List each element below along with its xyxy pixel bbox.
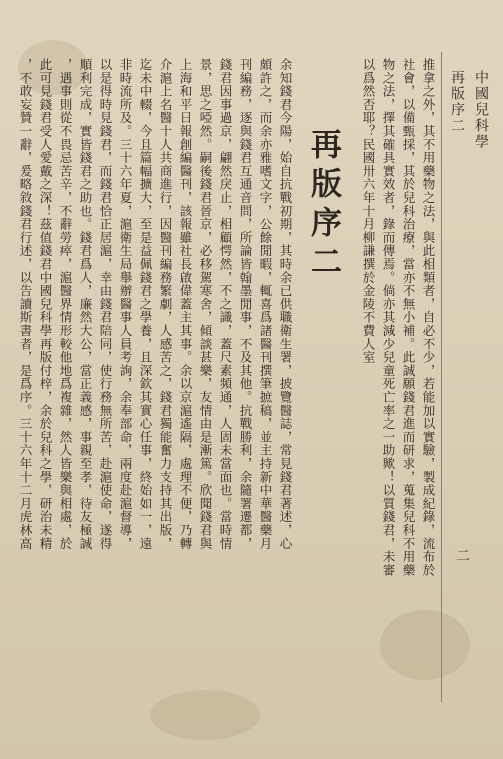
text-column: 推拿之外，其不用藥物之法，與此相類者，自必不少，若能加以實驗，製成紀錄，流布於 bbox=[421, 58, 436, 577]
page-number: 二 bbox=[454, 548, 470, 562]
running-header-title: 中國兒科學 bbox=[473, 70, 489, 150]
text-column: 景，思之啞然。嗣後錢君晉京，必移駕寒舍，傾談甚樂，友情由是漸篤。欣聞錢君與 bbox=[198, 58, 213, 551]
paper-stain bbox=[150, 690, 260, 740]
text-column: 物之法，擇其確具實效者，錄而傳焉。倘亦其減少兒童死亡率之一助歟！以質錢君，未審 bbox=[381, 58, 396, 577]
text-column: 余知錢君今陽，始自抗戰初期，其時余已供職衛生署，披覽醫誌，常見錢君著述，心 bbox=[278, 58, 293, 551]
paper-stain bbox=[380, 610, 470, 680]
text-column: 以是得時見錢君，而錢君恰正居滬，幸由錢君陪同，使行務無所苦，赴滬使命，遂得 bbox=[98, 58, 113, 551]
text-column: 以爲然否耶？民國卅六年十月柳謙撰於金陵不費人室 bbox=[361, 58, 376, 364]
text-column: 社會，以備甄採，其於兒科治療，當亦不無小補。此誠願錢君進而研求，蒐集兒科不用藥 bbox=[401, 58, 416, 577]
text-column: 此可見錢君受人愛戴之深！茲值錢君中國兒科學再版付梓，余於兒科之學，研治未精 bbox=[38, 58, 53, 551]
text-column: 刊編務，逐與錢君互通音問，所論皆翰墨閒事，不及其他。抗戰勝利，余隨署遷都， bbox=[238, 58, 253, 551]
text-column: ，不敢妄贊一辭，爰略敘錢君行述，以告讀斯書者，是爲序。三十六年十二月虎林高 bbox=[18, 58, 33, 551]
header-rule bbox=[441, 52, 442, 702]
text-column: 介滬上名醫十人共商進行，因醫刊編務繁劇，人感苦之，錢君獨能奮力支持其出版， bbox=[158, 58, 173, 551]
text-column: 非時流所及。三十六年夏，滬衛生局舉辦醫事人員考詢，余奉部命，兩度赴滬督導， bbox=[118, 58, 133, 551]
text-column: ，遇事則從不畏忌苦辛，不辭勞瘁，滬醫界情形較他地爲複雜，然人皆樂與相處，於 bbox=[58, 58, 73, 551]
running-header-section: 再版序二 bbox=[449, 70, 465, 134]
text-column: 上海和平日報創編醫刊，該報雖社長啟偉蓋主其事。余以京滬遙隔，處理不便，乃轉 bbox=[178, 58, 193, 551]
text-column: 錢君因事過京，翩然戾止，相顧愕然，不之識，蓋尺素頻通，人固未當面也。當時情 bbox=[218, 58, 233, 551]
text-column: 頗許之，而余亦雅嗜文字，公餘閒暇，輒喜爲諸醫刊撰筆摭稿，並主持新中華醫藥月 bbox=[258, 58, 273, 551]
text-column: 順利完成，實皆錢君之助也。錢君爲人，廉然大公，當正義感，事親至孝，待友極誠 bbox=[78, 58, 93, 551]
section-heading: 再版序二 bbox=[305, 128, 341, 284]
text-column: 迄未中輟，今且篇幅擴大，至是益佩錢君之學養，且深欽其實心任事，終始如一，遠 bbox=[138, 58, 153, 551]
